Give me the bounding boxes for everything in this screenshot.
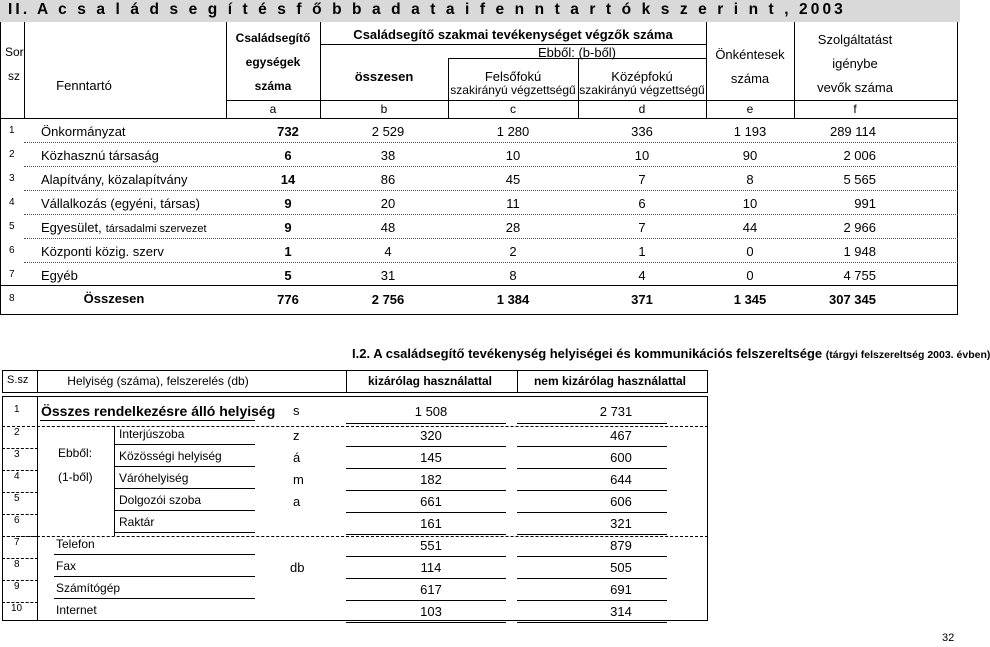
page-number: 32 [942, 632, 955, 644]
row-separator [24, 238, 958, 239]
header-line [226, 100, 958, 101]
room-label: Dolgozói szoba [119, 493, 202, 507]
room-underline [517, 534, 667, 535]
equip-underline [54, 620, 255, 621]
row-separator [24, 262, 958, 263]
row-value-a: 9 [284, 196, 292, 211]
row-name: Központi közig. szerv [41, 244, 164, 259]
room-unit: m [293, 472, 304, 487]
header-sor: Sor [5, 45, 24, 59]
table2-title-main: I.2. A családsegítő tevékenység helyiségei és kommunikációs felszereltsége [352, 346, 823, 361]
room-v2: 644 [610, 472, 632, 487]
ebbol-label-sub: (1-ből) [58, 470, 93, 484]
room-divider [2, 492, 38, 493]
header-kizarolag: kizárólag használattal [367, 374, 493, 388]
equip-underline [54, 576, 255, 577]
row-value-c: 8 [509, 268, 517, 283]
total-d: 371 [631, 292, 653, 307]
equip-underline [346, 622, 506, 623]
row1-unit: s [293, 403, 300, 418]
header-szakmai: Családsegítő szakmai tevékenységet végzők száma [353, 27, 673, 42]
room-underline [346, 512, 506, 513]
row-num: 2 [9, 149, 15, 160]
room-underline [517, 446, 667, 447]
room-label: Raktár [119, 515, 155, 529]
room-num: 2 [14, 427, 20, 438]
header-kozepfoku: Középfokú [611, 69, 673, 84]
header-helyiseg: Helyiség (száma), felszerelés (db) [67, 374, 249, 388]
room-label: Interjúszoba [119, 427, 185, 441]
row-separator [24, 214, 958, 215]
row-name: Alapítvány, közalapítvány [41, 172, 188, 187]
total-label: Összesen [83, 291, 145, 306]
divider [320, 22, 321, 118]
room-underline [517, 512, 667, 513]
divider [706, 22, 707, 118]
divider [226, 22, 227, 118]
row-value-f: 4 755 [843, 268, 876, 283]
equip-underline [346, 556, 506, 557]
row-num: 7 [9, 269, 15, 280]
equip-v2: 691 [610, 582, 632, 597]
row-value-e: 44 [742, 220, 758, 235]
row-value-b: 2 529 [371, 124, 405, 139]
room-divider [2, 514, 38, 515]
room-divider [2, 448, 38, 449]
row-name: Közhasznú társaság [41, 148, 159, 163]
row-name-part: Egyesület, [41, 220, 102, 235]
room-divider [2, 470, 38, 471]
row-value-c: 28 [505, 220, 521, 235]
room-num: 5 [14, 493, 20, 504]
equip-underline [54, 554, 255, 555]
divider [114, 426, 115, 536]
total-separator [0, 285, 958, 286]
row-value-e: 1 193 [733, 124, 767, 139]
row1-underline [517, 423, 667, 424]
room-v2: 606 [610, 494, 632, 509]
row-name: Vállalkozás (egyéni, társas) [41, 196, 200, 211]
row-value-d: 1 [638, 244, 646, 259]
row-num: 3 [9, 173, 15, 184]
equip-v1: 114 [420, 560, 442, 575]
row-value-f: 2 966 [843, 220, 876, 235]
row-value-a: 1 [284, 244, 292, 259]
header-onk-szama: száma [730, 71, 770, 86]
room-underline [346, 534, 506, 535]
room-underline [114, 444, 255, 445]
room-underline [517, 468, 667, 469]
room-v2: 467 [610, 428, 632, 443]
header-ebbol: Ebből: (b-ből) [537, 45, 617, 60]
room-label: Közösségi helyiség [119, 449, 222, 463]
room-num: 6 [14, 515, 20, 526]
row-value-b: 31 [380, 268, 396, 283]
divider [517, 370, 518, 393]
room-unit: a [293, 494, 301, 509]
row-value-b: 4 [384, 244, 392, 259]
col-letter-c: c [510, 102, 516, 116]
divider [37, 370, 38, 393]
header-line [0, 118, 958, 119]
divider [24, 22, 25, 118]
row-value-d: 336 [631, 124, 653, 139]
header-osszesen: összesen [354, 69, 414, 84]
room-underline [517, 490, 667, 491]
row-num: 5 [9, 221, 15, 232]
row-value-d: 10 [634, 148, 650, 163]
equip-underline [346, 578, 506, 579]
room-divider [2, 536, 38, 537]
table2-title-small: (tárgyi felszereltség 2003. évben) [825, 349, 990, 361]
equip-divider [2, 580, 38, 581]
row-num: 6 [9, 245, 15, 256]
row-value-b: 48 [380, 220, 396, 235]
row-value-b: 20 [380, 196, 396, 211]
room-num: 4 [14, 471, 20, 482]
room-unit: z [293, 428, 300, 443]
row1-num: 1 [14, 404, 20, 415]
header-onkentesek: Önkéntesek [715, 47, 785, 62]
row-name-part-small: társadalmi szervezet [105, 223, 207, 235]
row-value-e: 10 [742, 196, 758, 211]
row-num: 1 [9, 125, 15, 136]
header-szolg3: vevők száma [817, 80, 893, 95]
room-underline [114, 510, 255, 511]
col-letter-f: f [853, 102, 857, 116]
row-name: Egyéb [41, 268, 78, 283]
row-value-d: 4 [638, 268, 646, 283]
table1-left-border [0, 22, 1, 315]
row-separator [24, 166, 958, 167]
row-value-a: 6 [284, 148, 292, 163]
col-letter-d: d [638, 102, 646, 116]
row-value-e: 8 [746, 172, 754, 187]
header-line [320, 44, 706, 45]
equip-unit: db [290, 560, 305, 575]
col-letter-b: b [380, 102, 388, 116]
equip-underline [517, 556, 667, 557]
room-v1: 145 [420, 450, 442, 465]
row-value-c: 2 [509, 244, 517, 259]
room-underline [346, 468, 506, 469]
equip-underline [517, 578, 667, 579]
header-ssz: S.sz [7, 374, 29, 386]
row-value-f: 991 [854, 196, 876, 211]
header-szolg1: Szolgáltatást [817, 32, 893, 47]
equip-divider [2, 558, 38, 559]
equip-label: Telefon [56, 537, 95, 551]
header-csaladsegito: Családsegítő [235, 31, 311, 45]
room-v1: 661 [420, 494, 442, 509]
row-num: 4 [9, 197, 15, 208]
row-value-c: 1 280 [496, 124, 530, 139]
row1-v1: 1 508 [414, 404, 448, 419]
total-e: 1 345 [733, 292, 767, 307]
section-divider [2, 536, 708, 537]
row1-v2: 2 731 [599, 404, 633, 419]
row-separator [24, 142, 958, 143]
total-num: 8 [9, 293, 15, 304]
equip-v1: 103 [420, 604, 442, 619]
room-num: 3 [14, 449, 20, 460]
row1-divider [2, 426, 708, 427]
total-c: 1 384 [496, 292, 530, 307]
row-value-a: 14 [280, 172, 296, 187]
row-name [41, 221, 207, 235]
equip-v1: 617 [420, 582, 442, 597]
row-value-e: 90 [742, 148, 758, 163]
equip-underline [346, 600, 506, 601]
page-title: II. A c s a l á d s e g í t é s f ő b b a d a t a i f e n n t a r t ó k s z e r i n t , 2003 [8, 1, 846, 18]
header-kozep-sub: szakirányú végzettségű [579, 83, 705, 97]
row-value-a: 732 [277, 124, 299, 139]
row1-underline [346, 423, 506, 424]
room-underline [114, 532, 255, 533]
header-felsofoku: Felsőfokú [484, 69, 542, 84]
total-a: 776 [277, 292, 299, 307]
header-nem-kizarolag: nem kizárólag használattal [533, 374, 687, 388]
room-v2: 600 [610, 450, 632, 465]
divider [37, 396, 38, 621]
equip-v2: 879 [610, 538, 632, 553]
row1-underline [40, 420, 255, 421]
equip-label: Internet [56, 603, 97, 617]
row-value-c: 11 [506, 196, 520, 211]
row1-label: Összes rendelkezésre álló helyiség [41, 403, 276, 419]
equip-underline [54, 598, 255, 599]
row-value-e: 0 [746, 244, 754, 259]
equip-num: 7 [14, 537, 20, 548]
row-value-d: 7 [638, 220, 646, 235]
equip-num: 8 [14, 559, 20, 570]
total-b: 2 756 [371, 292, 405, 307]
header-sz: sz [8, 69, 20, 83]
room-underline [346, 490, 506, 491]
room-unit: á [293, 450, 301, 465]
row-value-f: 1 948 [843, 244, 876, 259]
row-value-e: 0 [746, 268, 754, 283]
row-value-f: 289 114 [829, 124, 876, 139]
equip-underline [517, 600, 667, 601]
row-value-c: 10 [505, 148, 521, 163]
row-value-d: 7 [638, 172, 646, 187]
col-letter-a: a [269, 102, 277, 116]
header-szolg2: igénybe [832, 56, 878, 71]
room-underline [114, 466, 255, 467]
row-value-f: 2 006 [843, 148, 876, 163]
equip-label: Fax [56, 559, 77, 573]
row-name: Önkormányzat [41, 124, 126, 139]
row-value-b: 86 [380, 172, 396, 187]
row-value-a: 5 [284, 268, 292, 283]
room-label: Váróhelyiség [119, 471, 189, 485]
header-egysegek: egységek [245, 55, 301, 69]
room-v2: 321 [610, 516, 632, 531]
equip-v2: 314 [610, 604, 632, 619]
room-underline [346, 446, 506, 447]
equip-underline [517, 622, 667, 623]
equip-num: 10 [11, 603, 23, 614]
room-v1: 182 [420, 472, 442, 487]
row-value-d: 6 [638, 196, 646, 211]
row-value-a: 9 [284, 220, 292, 235]
equip-v2: 505 [610, 560, 632, 575]
divider [448, 58, 449, 118]
room-underline [114, 488, 255, 489]
row-value-b: 38 [380, 148, 396, 163]
row-value-c: 45 [505, 172, 521, 187]
header-szama: száma [254, 79, 292, 93]
ebbol-label: Ebből: [58, 446, 93, 460]
col-letter-e: e [746, 102, 754, 116]
equip-num: 9 [14, 581, 20, 592]
header-felso-sub: szakirányú végzettségű [450, 83, 576, 97]
header-fenntarto: Fenntartó [56, 78, 112, 93]
table2-title [352, 347, 990, 361]
equip-v1: 551 [420, 538, 442, 553]
table1-border [0, 22, 958, 315]
divider [794, 22, 795, 118]
row-separator [24, 190, 958, 191]
room-v1: 320 [420, 428, 442, 443]
row-value-f: 5 565 [843, 172, 876, 187]
total-f: 307 345 [829, 292, 876, 307]
room-v1: 161 [420, 516, 442, 531]
divider [346, 370, 347, 393]
equip-label: Számítógép [56, 581, 121, 595]
